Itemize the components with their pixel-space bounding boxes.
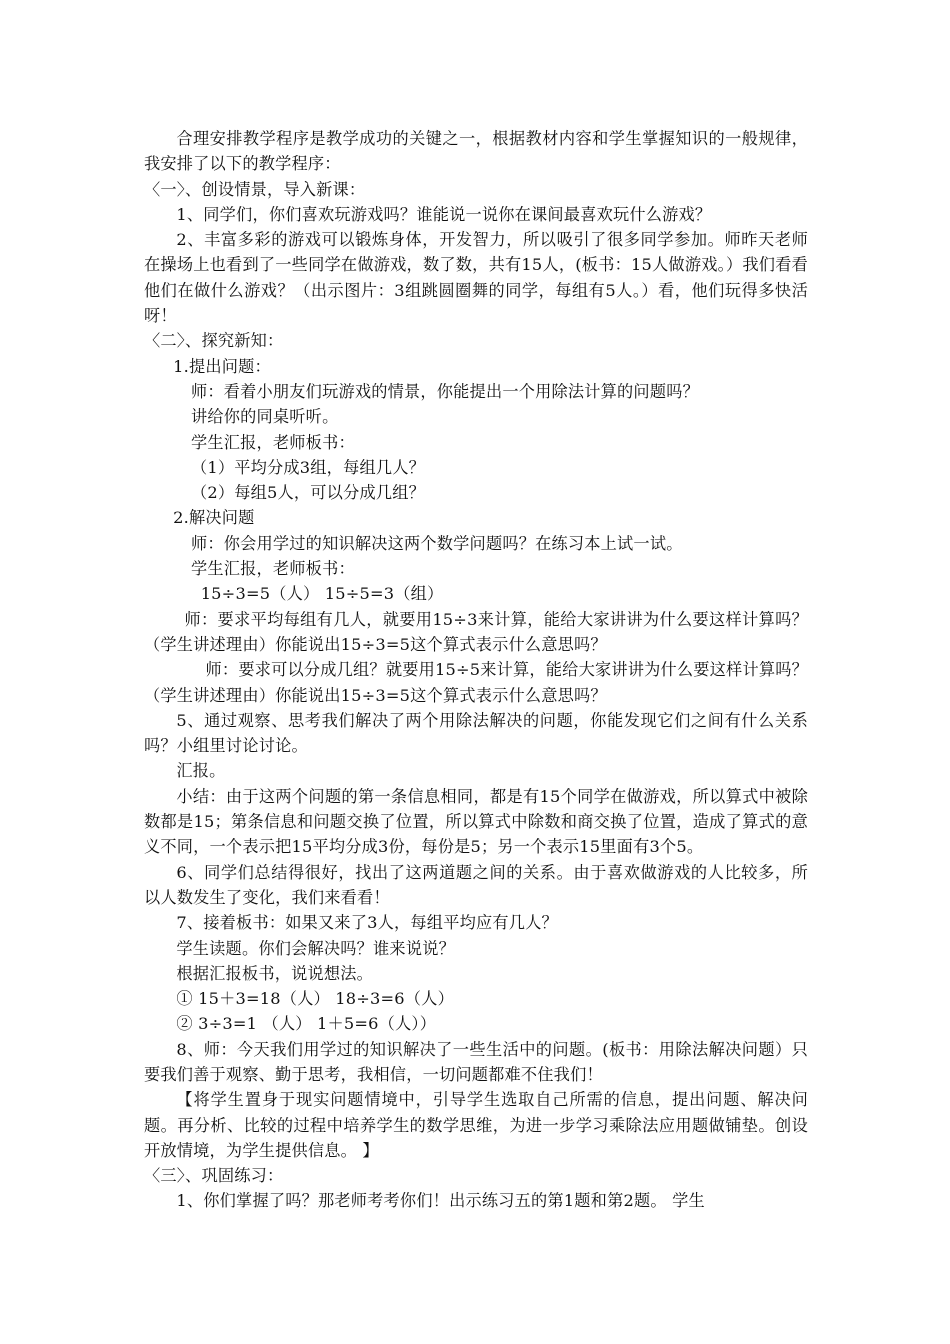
formula-line: ② 3÷3=1 （人） 1＋5=6（人）） [176, 1014, 437, 1034]
paragraph: （2）每组5人，可以分成几组？ [190, 483, 426, 503]
paragraph: 8、师：今天我们用学过的知识解决了一些生活中的问题。(板书：用除法解决问题）只要我们善于观察、勤于思考，我相信，一切问题都难不住我们！ [144, 1039, 808, 1084]
paragraph: 师：看着小朋友们玩游戏的情景，你能提出一个用除法计算的问题吗？ [190, 381, 699, 401]
paragraph: （1）平均分成3组，每组几人？ [190, 457, 426, 477]
formula-line: 15÷3=5（人） 15÷5=3（组） [200, 584, 444, 604]
subsection-heading: 2.解决问题 [173, 508, 255, 528]
document-body [144, 126, 808, 1214]
paragraph: 7、接着板书：如果又来了3人，每组平均应有几人？ [176, 913, 558, 933]
paragraph: 讲给你的同桌听听。 [190, 407, 339, 427]
section-heading: 〈一〉、创设情景，导入新课： [144, 179, 366, 199]
subsection-heading: 1.提出问题： [173, 356, 271, 376]
section-heading: 〈二〉、探究新知： [144, 331, 284, 351]
paragraph: 师：要求可以分成几组？就要用15÷5来计算，能给大家讲讲为什么要这样计算吗？（学生讲述理由）你能说出15÷3=5这个算式表示什么意思吗？ [144, 660, 808, 705]
paragraph: 【将学生置身于现实问题情境中，引导学生选取自己所需的信息，提出问题、解决问题。再分析、比较的过程中培养学生的数学思维，为进一步学习乘除法应用题做铺垫。创设开放情境，为学生提供信息。 】 [144, 1090, 808, 1160]
paragraph: 学生汇报，老师板书： [190, 559, 355, 579]
paragraph: 5、通过观察、思考我们解决了两个用除法解决的问题，你能发现它们之间有什么关系吗？小组里讨论讨论。 [144, 710, 808, 756]
section-heading: 〈三〉、巩固练习： [144, 1166, 284, 1186]
paragraph: 汇报。 [176, 761, 226, 781]
paragraph: 根据汇报板书，说说想法。 [176, 963, 374, 983]
formula-line: ① 15＋3=18（人） 18÷3=6（人） [176, 989, 454, 1009]
paragraph: 师：要求平均每组有几人，就要用15÷3来计算，能给大家讲讲为什么要这样计算吗？（学生讲述理由）你能说出15÷3=5这个算式表示什么意思吗？ [144, 609, 808, 654]
paragraph: 2、丰富多彩的游戏可以锻炼身体，开发智力，所以吸引了很多同学参加。师昨天老师在操场上也看到了一些同学在做游戏，数了数，共有15人，(板书：15人做游戏。）我们看看他们在做什么游戏？（出示图片：3组跳圆圈舞的同学，每组有5人。）看，他们玩得多快活呀！ [144, 230, 808, 326]
paragraph: 1、你们掌握了吗？那老师考考你们！出示练习五的第1题和第2题。 学生 [176, 1191, 705, 1211]
paragraph: 合理安排教学程序是教学成功的关键之一，根据教材内容和学生掌握知识的一般规律，我安排了以下的教学程序： [144, 129, 808, 174]
paragraph: 学生汇报，老师板书： [190, 432, 355, 452]
paragraph: 师：你会用学过的知识解决这两个数学问题吗？在练习本上试一试。 [190, 533, 683, 553]
paragraph: 小结：由于这两个问题的第一条信息相同，都是有15个同学在做游戏，所以算式中被除数都是15；第条信息和问题交换了位置，所以算式中除数和商交换了位置，造成了算式的意义不同，一个表示把15平均分成3份，每份是5；另一个表示15里面有3个5。 [144, 786, 808, 857]
paragraph: 6、同学们总结得很好，找出了这两道题之间的关系。由于喜欢做游戏的人比较多，所以人数发生了变化，我们来看看！ [144, 862, 808, 907]
paragraph: 学生读题。你们会解决吗？谁来说说？ [176, 938, 455, 958]
paragraph: 1、同学们，你们喜欢玩游戏吗？谁能说一说你在课间最喜欢玩什么游戏？ [176, 204, 712, 224]
